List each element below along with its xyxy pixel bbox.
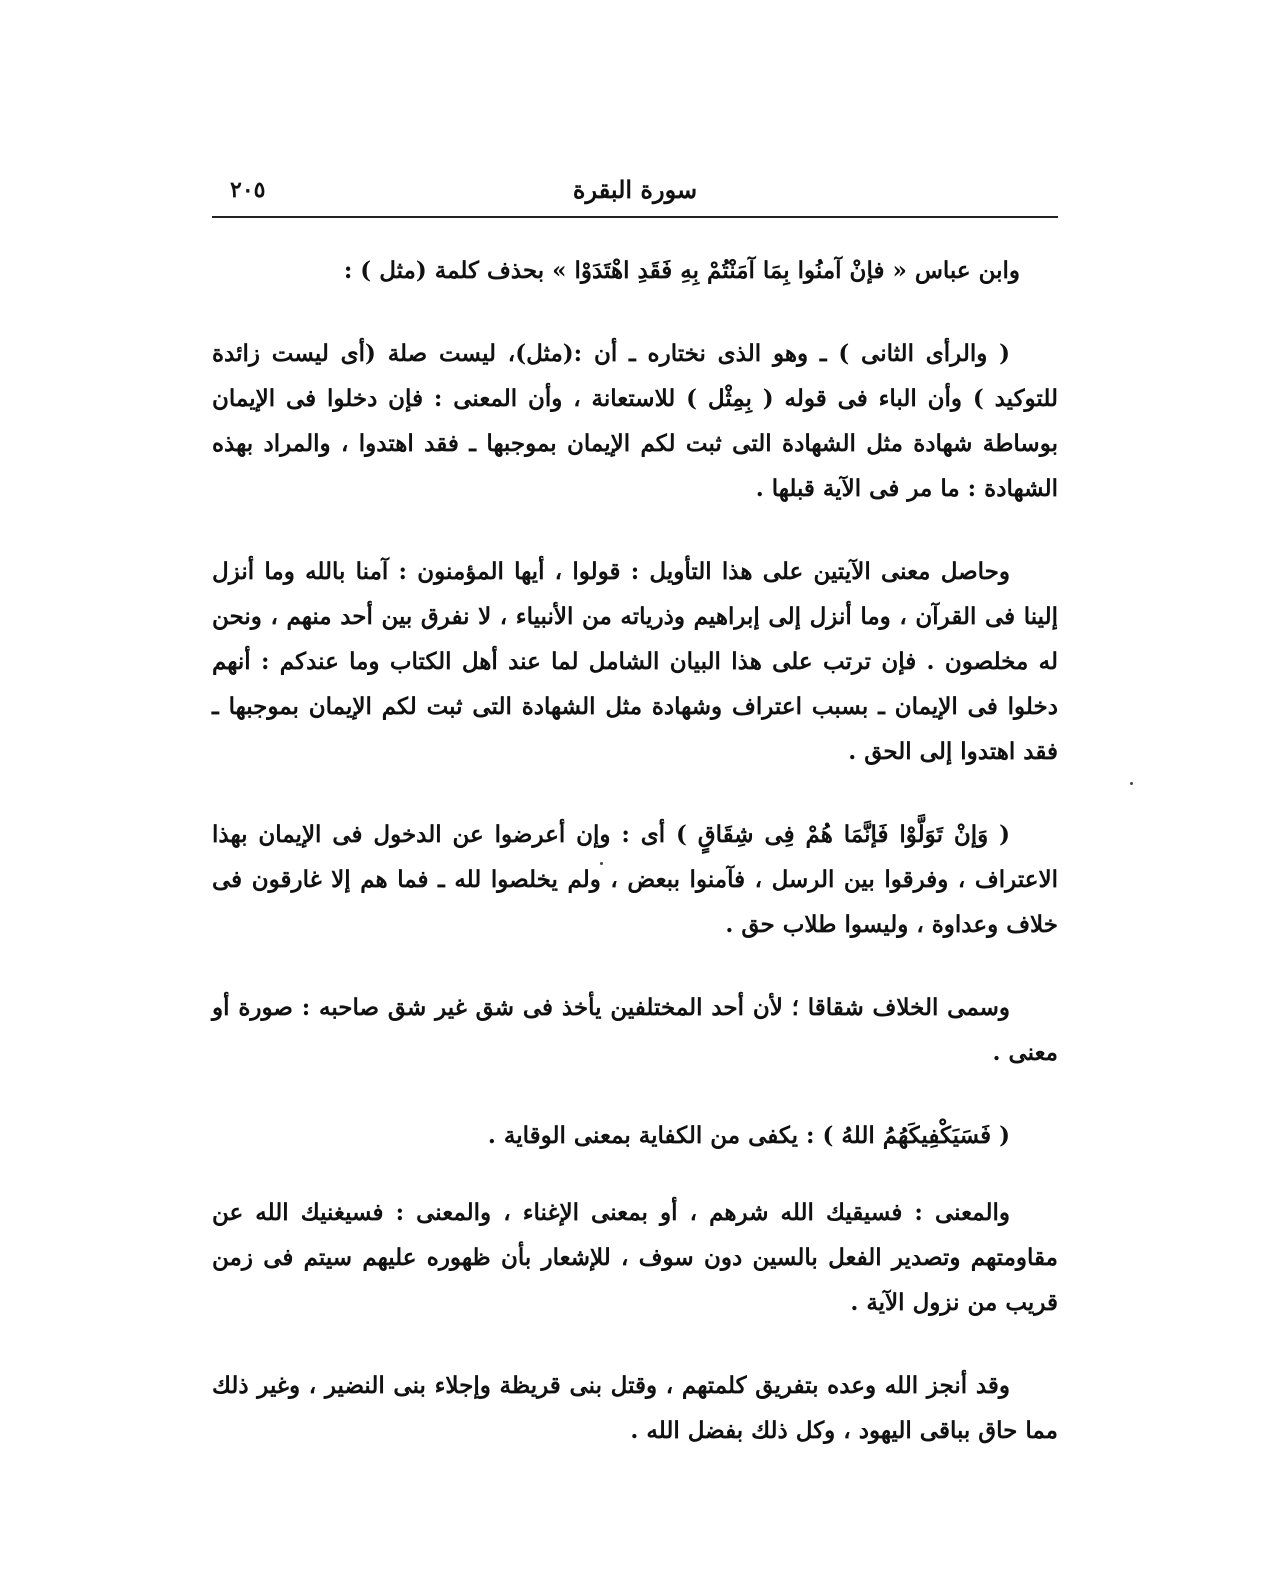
paragraph: ( وَإنْ تَوَلَّوْا فَإنَّمَا هُمْ فِى شِقَاقٍ ) أى : وإن أعرضوا عن الدخول فى الإيمان بهذا الاعتراف ، وفرقوا بين الرسل ، فآمنوا ببعض ، ولم يخلصوا لله ـ فما هم إلا غارقون فى خلاف وعداوة ، وليسوا طلاب حق . bbox=[212, 821, 1058, 938]
paragraph: وابن عباس « فإنْ آمنُوا بِمَا آمَنْتُمْ بِهِ فَقَدِ اهْتَدَوْا » بحذف كلمة (مثل ) : bbox=[343, 257, 1020, 284]
print-speck bbox=[600, 862, 603, 865]
running-title: سورة البقرة bbox=[572, 175, 698, 204]
print-speck bbox=[1130, 782, 1133, 785]
paragraph: ( والرأى الثانى ) ـ وهو الذى نختاره ـ أن :(مثل)، ليست صلة (أى ليست زائدة للتوكيد ) وأن الباء فى قوله ( بِمِثْل ) للاستعانة ، وأن المعنى : فإن دخلوا فى الإيمان بوساطة شهادة مثل الشهادة التى ثبت لكم الإيمان بموجبها ـ فقد اهتدوا ، والمراد بهذه الشهادة : ما مر فى الآية قبلها . bbox=[212, 340, 1058, 502]
page-header bbox=[212, 172, 1058, 218]
paragraph: وحاصل معنى الآيتين على هذا التأويل : قولوا ، أيها المؤمنون : آمنا بالله وما أنزل إلينا فى القرآن ، وما أنزل إلى إبراهيم وذرياته من الأنبياء ، لا نفرق بين أحد منهم ، ونحن له مخلصون . فإن ترتب على هذا البيان الشامل لما عند أهل الكتاب وما عندكم : أنهم دخلوا فى الإيمان ـ بسبب اعتراف وشهادة مثل الشهادة التى ثبت لكم الإيمان بموجبها ـ فقد اهتدوا إلى الحق . bbox=[212, 558, 1058, 765]
page-number: ٢٠٥ bbox=[230, 177, 266, 203]
page-body bbox=[212, 248, 1058, 1453]
paragraph: والمعنى : فسيقيك الله شرهم ، أو بمعنى الإغناء ، والمعنى : فسيغنيك الله عن مقاومتهم وتصدير الفعل بالسين دون سوف ، للإشعار بأن ظهوره عليهم سيتم فى زمن قريب من نزول الآية . bbox=[212, 1199, 1058, 1316]
paragraph: وقد أنجز الله وعده بتفريق كلمتهم ، وقتل بنى قريظة وإجلاء بنى النضير ، وغير ذلك مما حاق بباقى اليهود ، وكل ذلك بفضل الله . bbox=[212, 1372, 1058, 1444]
paragraph: وسمى الخلاف شقاقا ؛ لأن أحد المختلفين يأخذ فى شق غير شق صاحبه : صورة أو معنى . bbox=[212, 994, 1058, 1066]
paragraph: ( فَسَيَكْفِيكَهُمُ اللهُ ) : يكفى من الكفاية بمعنى الوقاية . bbox=[487, 1122, 1010, 1149]
